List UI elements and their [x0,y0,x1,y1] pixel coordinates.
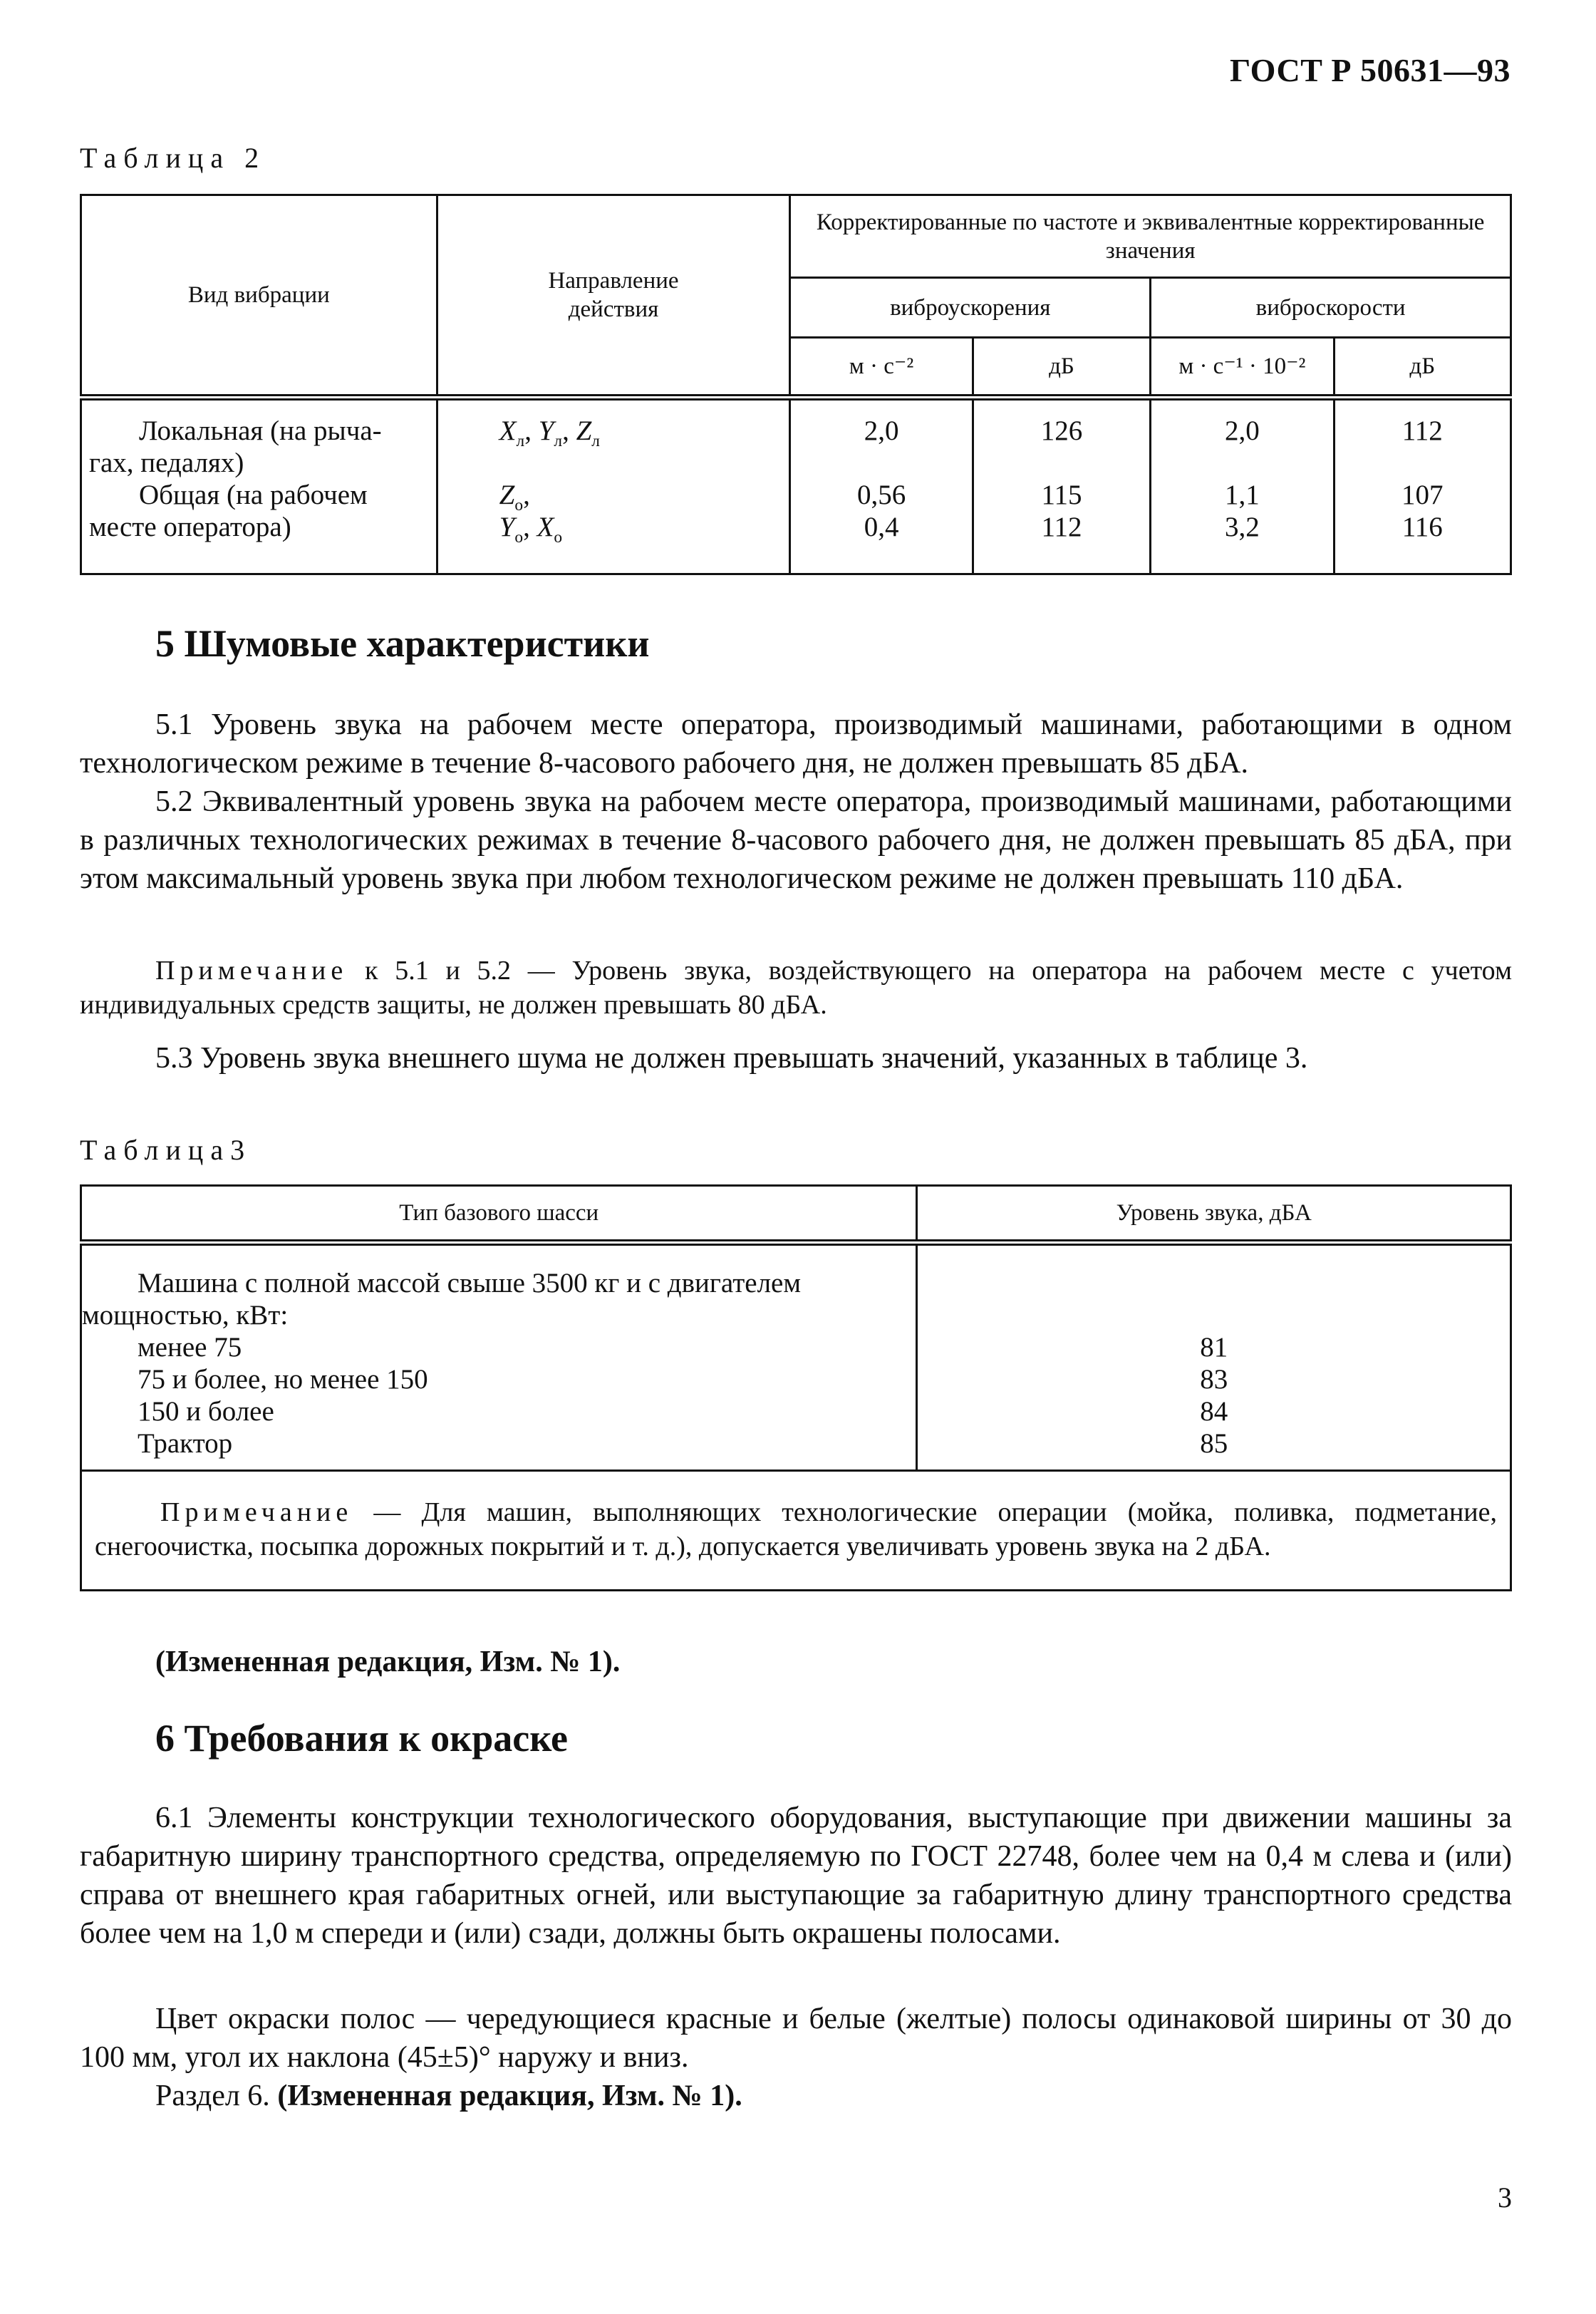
row-dir-line: $Y_о$, $X_о$ [499,512,563,547]
row-type-line: гах, педалях) [89,448,244,478]
paragraph-5-2: 5.2 Эквивалентный уровень звука на рабочем месте оператора, производимый машинами, работающими в различных технологических режимах в течение 8-часового рабочего дня, не должен превышать 85 дБА, при этом максимальный уровень звука при любом технологическом режиме не должен превышать 110 дБА. [80,785,1512,895]
header-vibration-type: Вид вибрации [81,195,437,398]
row-dir-line: $Z_о$, [499,480,530,515]
table3-note [81,1471,1511,1591]
value: 115 [1041,480,1082,510]
row-type-line: Локальная (на рыча- [139,415,382,446]
cell-directions [437,398,790,574]
note-5 [80,954,1512,1022]
note-label: Примечание [160,1497,353,1527]
value [791,447,971,479]
cell-accel-db [973,398,1150,574]
cell-vibration-types [81,398,437,574]
row-type-line: месте оператора) [89,512,291,542]
cell-sound-levels [917,1243,1511,1471]
note-text: — Для машин, выполняющих технологические операции (мойка, поливка, подметание, снегоочистка, посыпка дорожных покрытий и т. д.), допускается увеличивать уровень звука на 2 дБА. [95,1497,1497,1561]
value [1335,447,1510,479]
header-direction: Направление действия [437,195,790,398]
paragraph-5-3: 5.3 Уровень звука внешнего шума не должен превышать значений, указанных в таблице 3. [155,1042,1308,1075]
row-type-line: Общая (на рабочем [139,480,368,510]
cell-chassis-types [81,1243,917,1471]
note-label: Примечание [155,956,348,986]
table-2 [80,194,1512,575]
value: 2,0 [864,415,899,446]
row-dir-line [499,447,789,479]
document-code: ГОСТ Р 50631—93 [1230,52,1510,88]
section-5-title: 5 Шумовые характеристики [155,622,650,665]
header-chassis-type: Тип базового шасси [81,1186,917,1243]
paragraph-6-1: 6.1 Элементы конструкции технологического оборудования, выступающие при движении машины за габаритную ширину транспортного средства, определяемую по ГОСТ 22748, более чем на 0,4 м слева и (или) справа от внешнего края габаритных огней, или выступающие за габаритную длину транспортного средства более чем на 1,0 м спереди и (или) сзади, должны быть окрашены полосами. [80,1802,1512,1950]
header-velocity: виброскорости [1151,278,1511,338]
chassis-line: мощностью, кВт: [82,1300,289,1331]
paragraph-6-3 [80,2077,1512,2115]
value: 112 [1401,415,1443,446]
header-acceleration: виброускорения [790,278,1151,338]
value: 83 [1200,1364,1228,1395]
value: 107 [1401,480,1444,510]
value: 85 [1200,1428,1228,1459]
unit-db-2: дБ [1334,338,1510,398]
section-6-title: 6 Требования к окраске [155,1717,568,1760]
chassis-line: менее 75 [138,1332,242,1363]
table-3 [80,1184,1512,1591]
cell-accel-values [790,398,973,574]
paragraph-5-1: 5.1 Уровень звука на рабочем месте оператора, производимый машинами, работающими в одном технологическом режиме в течение 8-часового рабочего дня, не должен превышать 85 дБА. [80,708,1512,780]
cell-vel-db [1334,398,1510,574]
table2-caption: Таблица 2 [80,142,266,174]
amendment-ref: (Измененная редакция, Изм. № 1). [277,2080,742,2112]
value: 126 [1040,415,1083,446]
chassis-line: 150 и более [138,1396,274,1427]
chassis-line: Машина с полной массой свыше 3500 кг и с двигателем [138,1268,802,1298]
value [918,1299,1510,1331]
section-ref: Раздел 6. [155,2080,278,2112]
amendment-note: (Измененная редакция, Изм. № 1). [155,1646,621,1678]
paragraph-6-2: Цвет окраски полос — чередующиеся красные и белые (желтые) полосы одинаковой ширины от 30 до 100 мм, угол их наклона (45±5)° наружу и вниз. [80,2003,1512,2074]
value [1151,447,1332,479]
value [918,1267,1510,1299]
table3-caption: Таблица3 [80,1134,252,1166]
value: 84 [1200,1396,1228,1427]
value: 3,2 [1225,512,1260,542]
header-corrected-values: Корректированные по частоте и эквивалентные корректированные значения [790,195,1511,278]
value: 2,0 [1225,415,1260,446]
value [974,447,1149,479]
value: 1,1 [1225,480,1260,510]
chassis-line: Трактор [138,1428,233,1459]
row-dir-line: $X_л$, $Y_л$, $Z_л$ [499,415,600,450]
note-text: к 5.1 и 5.2 — Уровень звука, воздействующего на оператора на рабочем месте с учетом индивидуальных средств защиты, не должен превышать 80 дБА. [80,956,1512,1020]
value: 112 [1041,512,1082,542]
page-number: 3 [1498,2181,1512,2214]
unit-velocity: м · с⁻¹ · 10⁻² [1151,338,1334,398]
unit-db: дБ [973,338,1150,398]
unit-acceleration: м · с⁻² [790,338,973,398]
chassis-line: 75 и более, но менее 150 [138,1364,428,1395]
value: 81 [1200,1332,1228,1363]
value: 0,56 [856,480,906,510]
cell-vel-values [1151,398,1334,574]
value: 0,4 [864,512,899,542]
header-sound-level: Уровень звука, дБА [917,1186,1511,1243]
value: 116 [1401,512,1443,542]
